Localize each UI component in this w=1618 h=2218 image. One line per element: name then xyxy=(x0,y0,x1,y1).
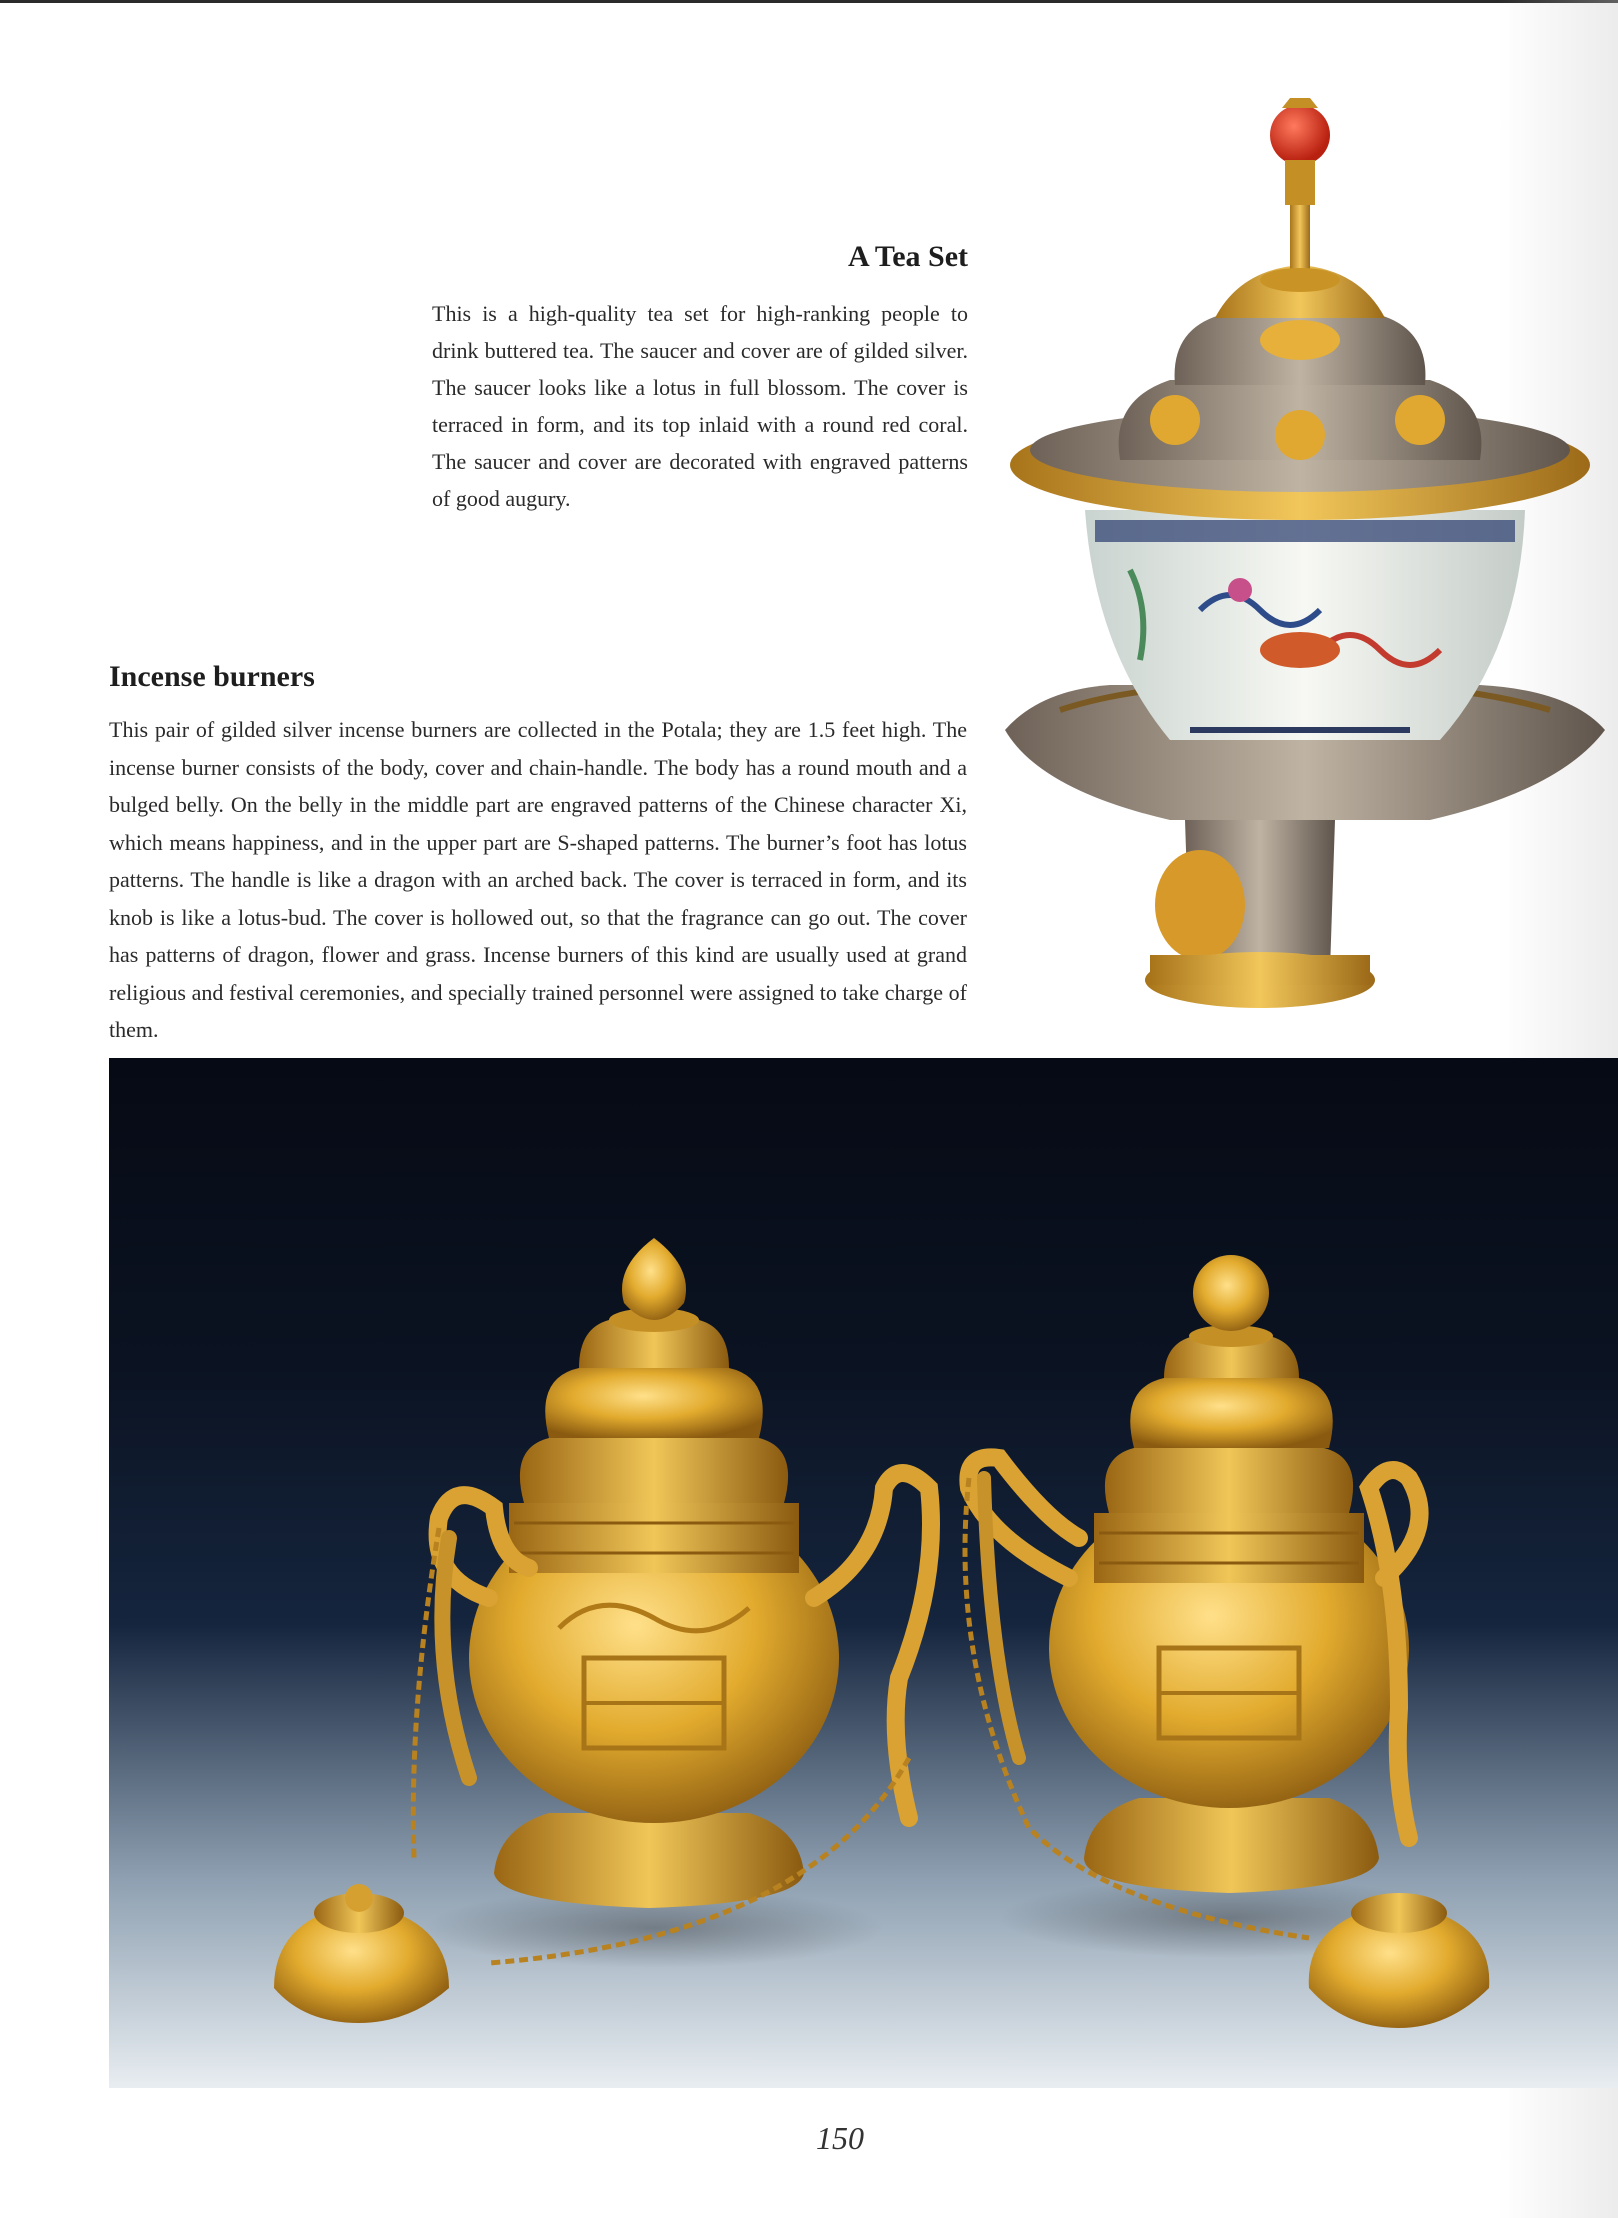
tea-set-title: A Tea Set xyxy=(847,240,968,273)
incense-burners-photo xyxy=(109,1058,1618,2088)
page-number: 150 xyxy=(816,2120,864,2156)
top-rule xyxy=(0,0,1618,3)
tea-set-description: This is a high-quality tea set for high-ranking people to drink buttered tea. The saucer and cover are of gilded silver. The saucer looks like a lotus in full blossom. The cover is terraced in form, and its top inlaid with a round red coral. The saucer and cover are decorated with engraved patterns of good augury. xyxy=(432,301,968,511)
incense-burners-description: This pair of gilded silver incense burners are collected in the Potala; they are 1.5 feet high. The incense burner consists of the body, cover and chain-handle. The body has a round mouth and a bulged belly. On the belly in the middle part are engraved patterns of the Chinese character Xi, which means happiness, and in the upper part are S-shaped patterns. The burner’s foot has lotus patterns. The handle is like a dragon with an arched back. The cover is terraced in form, and its knob is like a lotus-bud. The cover is hollowed out, so that the fragrance can go out. The cover has patterns of dragon, flower and grass. Incense burners of this kind are usually used at grand religious and festival ceremonies, and specially trained personnel were assigned to take charge of them. xyxy=(109,717,967,1042)
tea-set-photo xyxy=(1000,90,1610,1030)
incense-burners-title: Incense burners xyxy=(109,660,315,693)
